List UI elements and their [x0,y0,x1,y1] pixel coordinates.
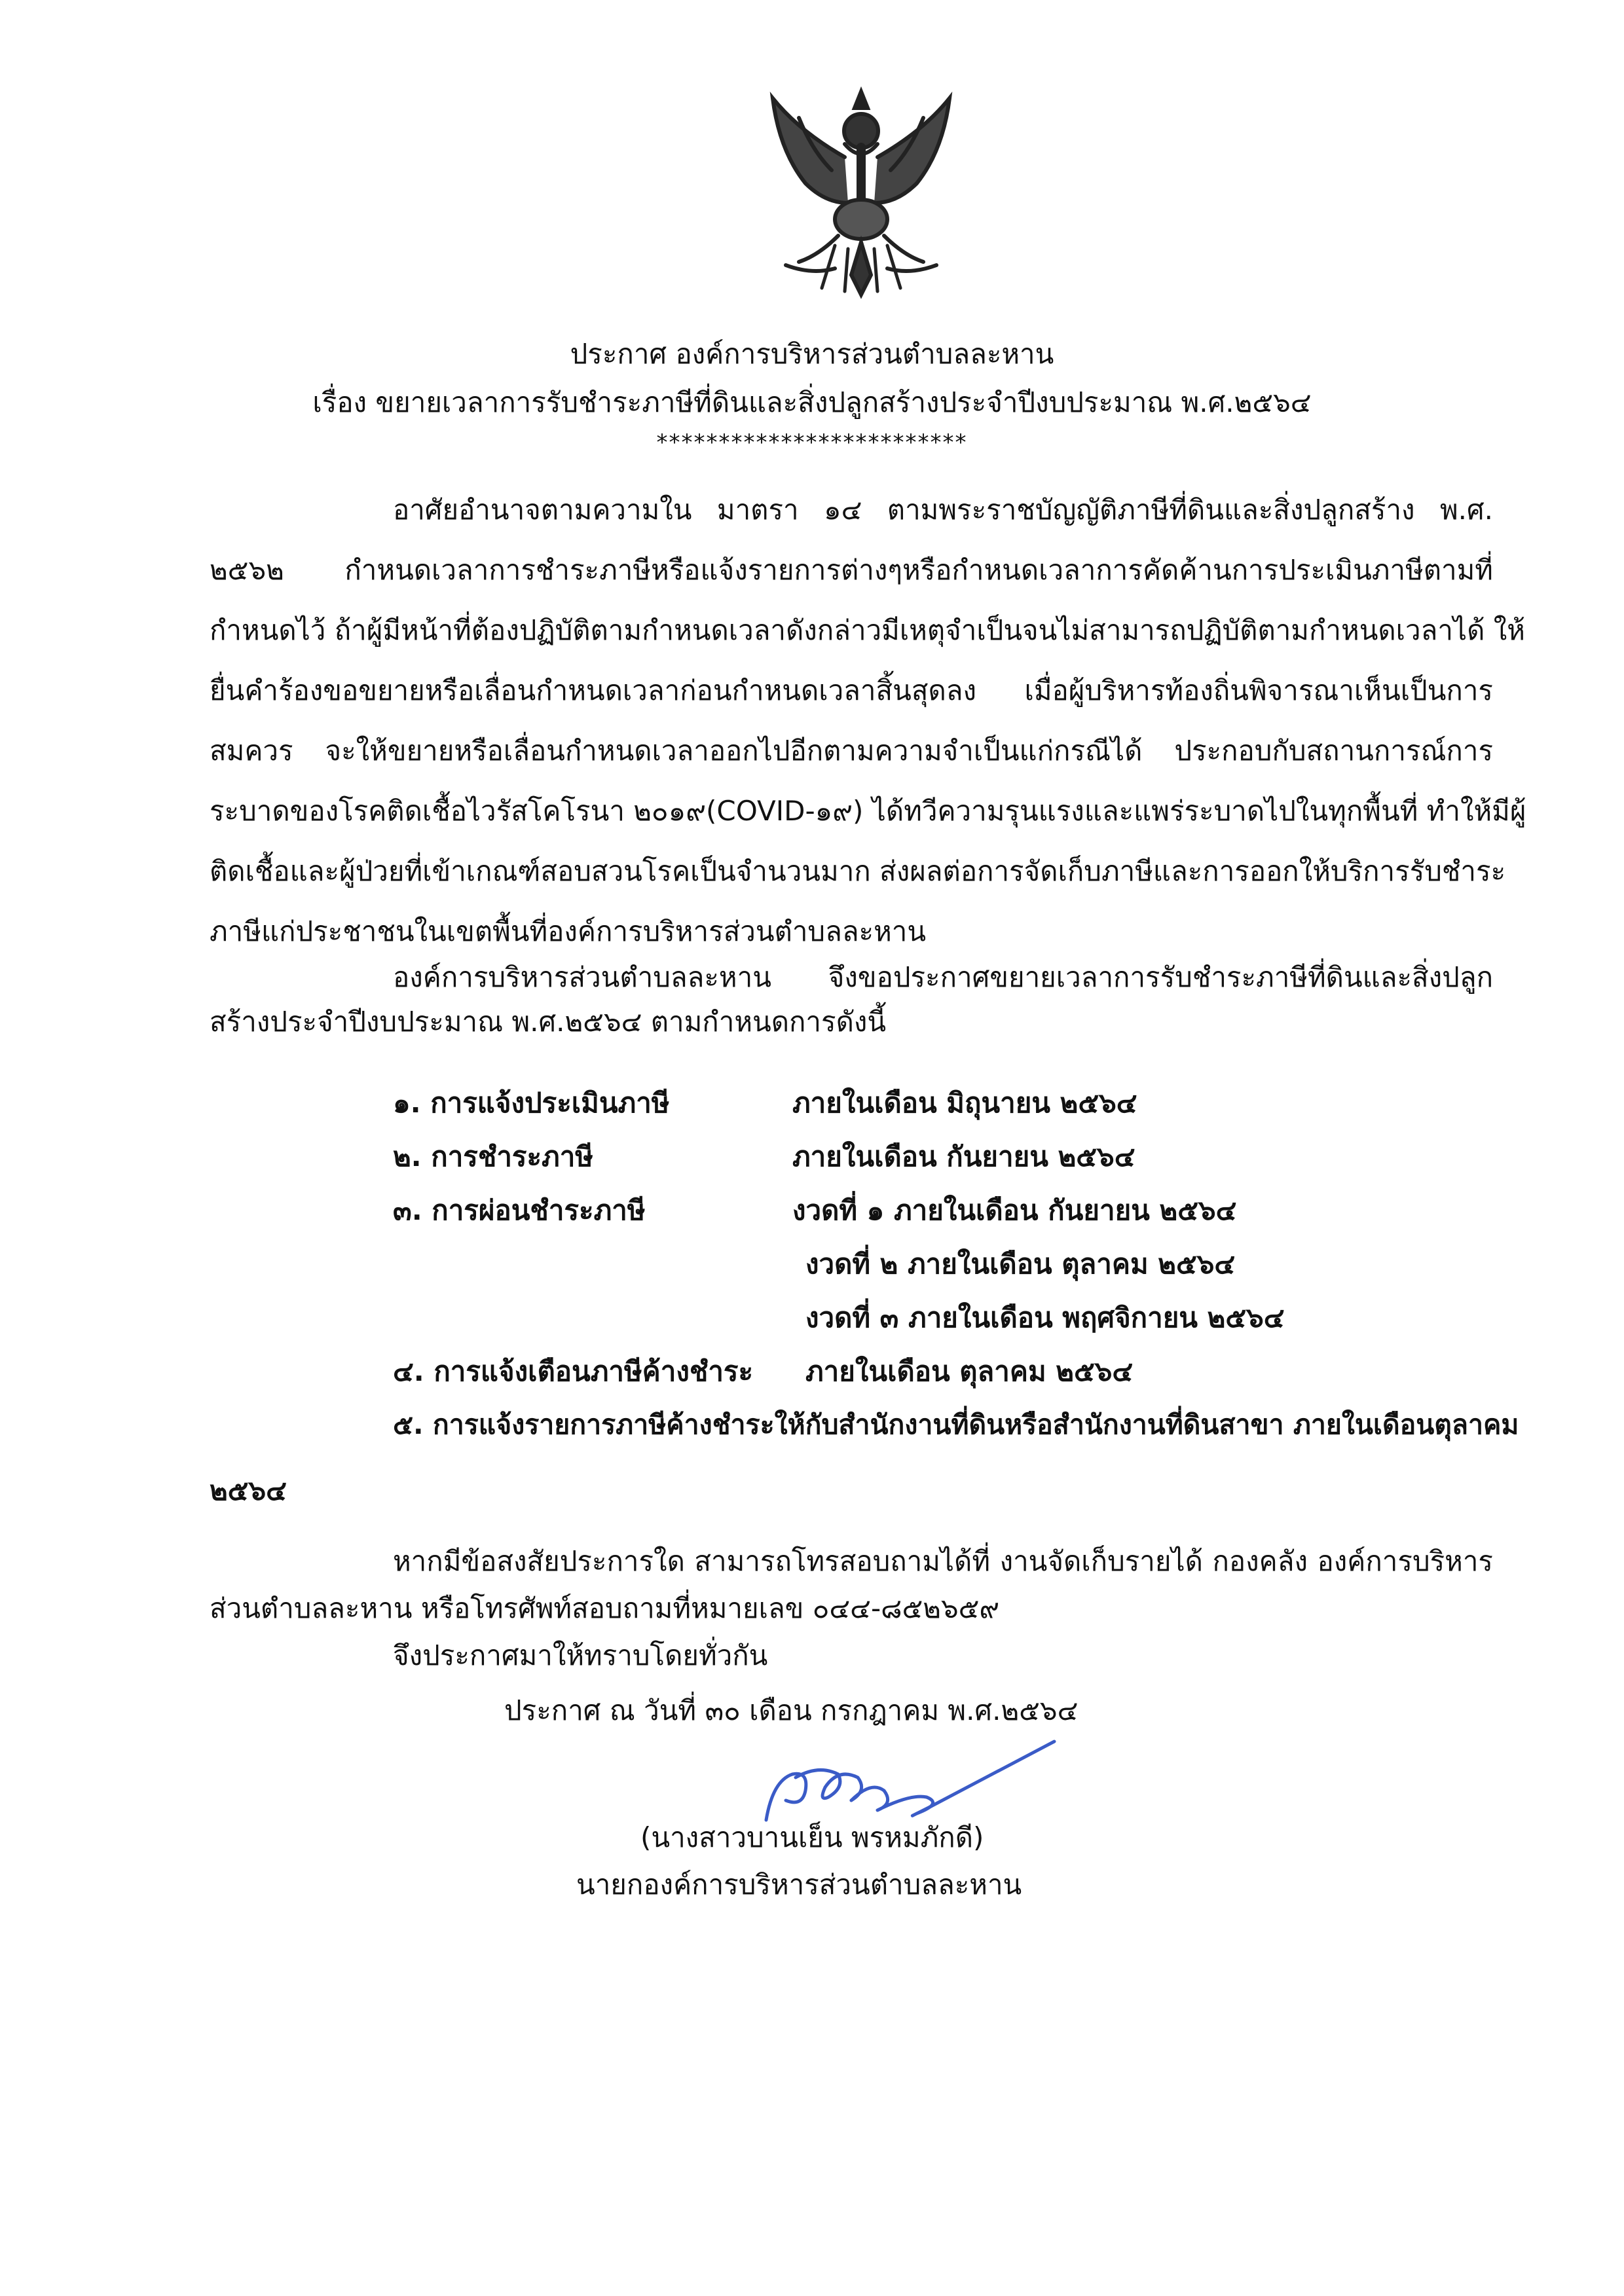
garuda-emblem-icon [760,79,963,301]
paragraph-line: สร้างประจำปีงบประมาณ พ.ศ.๒๕๖๔ ตามกำหนดการดังนี้ [210,1006,887,1038]
signer-name: (นางสาวบานเย็น พรหมภักดี) [640,1821,984,1853]
closing-line: จึงประกาศมาให้ทราบโดยทั่วกัน [393,1639,768,1671]
installment-line: งวดที่ ๒ ภายในเดือน ตุลาคม ๒๕๖๔ [805,1248,1236,1280]
schedule-item-value: ภายในเดือน ตุลาคม ๒๕๖๔ [805,1355,1134,1387]
schedule-item-label: ๒. การชำระภาษี [393,1140,593,1173]
schedule-item-label: ๔. การแจ้งเตือนภาษีค้างชำระ [393,1355,754,1387]
announcement-title: ประกาศ องค์การบริหารส่วนตำบลละหาน [570,338,1054,370]
announcement-subject: เรื่อง ขยายเวลาการรับชำระภาษีที่ดินและสิ่งปลูกสร้างประจำปีงบประมาณ พ.ศ.๒๕๖๔ [312,386,1312,418]
contact-line: หากมีข้อสงสัยประการใด สามารถโทรสอบถามได้ที่ งานจัดเก็บรายได้ กองคลัง องค์การบริหาร [393,1545,1493,1577]
paragraph-line: อาศัยอำนาจตามความใน มาตรา ๑๔ ตามพระราชบัญญัติภาษีที่ดินและสิ่งปลูกสร้าง พ.ศ. [393,494,1493,526]
separator-line: ************************* [656,429,968,456]
announcement-date: ประกาศ ณ วันที่ ๓๐ เดือน กรกฎาคม พ.ศ.๒๕๖๔ [504,1694,1079,1726]
installment-line: งวดที่ ๑ ภายในเดือน กันยายน ๒๕๖๔ [792,1194,1237,1226]
schedule-item-label: ๓. การผ่อนชำระภาษี [393,1194,646,1226]
contact-line: ส่วนตำบลละหาน หรือโทรศัพท์สอบถามที่หมายเลข ๐๔๔-๘๕๒๖๕๙ [210,1592,1000,1624]
paragraph-line: กำหนดไว้ ถ้าผู้มีหน้าที่ต้องปฏิบัติตามกำหนดเวลาดังกล่าวมีเหตุจำเป็นจนไม่สามารถปฏิบัติตามกำหนดเวลาได้ ให้ [210,614,1525,646]
paragraph-line: ติดเชื้อและผู้ป่วยที่เข้าเกณฑ์สอบสวนโรคเป็นจำนวนมาก ส่งผลต่อการจัดเก็บภาษีและการออกให้บริการรับชำระ [210,855,1506,887]
schedule-item-value: ภายในเดือน มิถุนายน ๒๕๖๔ [792,1087,1137,1119]
schedule-item-5: ๕. การแจ้งรายการภาษีค้างชำระให้กับสำนักงานที่ดินหรือสำนักงานที่ดินสาขา ภายในเดือนตุลาคม [393,1409,1519,1440]
schedule-item-5-continued: ๒๕๖๔ [210,1474,287,1506]
schedule-item-value: ภายในเดือน กันยายน ๒๕๖๔ [792,1140,1135,1173]
schedule-item-label: ๑. การแจ้งประเมินภาษี [393,1087,670,1119]
signer-title: นายกองค์การบริหารส่วนตำบลละหาน [576,1868,1022,1901]
paragraph-line: องค์การบริหารส่วนตำบลละหาน จึงขอประกาศขยายเวลาการรับชำระภาษีที่ดินและสิ่งปลูก [393,961,1493,993]
paragraph-line: ยื่นคำร้องขอขยายหรือเลื่อนกำหนดเวลาก่อนกำหนดเวลาสิ้นสุดลง เมื่อผู้บริหารท้องถิ่นพิจารณาเห็นเป็นการ [210,674,1493,706]
paragraph-line: ๒๕๖๒ กำหนดเวลาการชำระภาษีหรือแจ้งรายการต่างๆหรือกำหนดเวลาการคัดค้านการประเมินภาษีตามที่ [210,554,1493,586]
installment-line: งวดที่ ๓ ภายในเดือน พฤศจิกายน ๒๕๖๔ [805,1302,1285,1334]
paragraph-line: สมควร จะให้ขยายหรือเลื่อนกำหนดเวลาออกไปอีกตามความจำเป็นแก่กรณีได้ ประกอบกับสถานการณ์การ [210,735,1493,767]
paragraph-line: ระบาดของโรคติดเชื้อไวรัสโคโรนา ๒๐๑๙(COVID-๑๙) ได้ทวีความรุนแรงและแพร่ระบาดไปในทุกพื้นที่ ทำให้มีผู้ [210,795,1526,827]
paragraph-line: ภาษีแก่ประชาชนในเขตพื้นที่องค์การบริหารส่วนตำบลละหาน [210,915,927,947]
